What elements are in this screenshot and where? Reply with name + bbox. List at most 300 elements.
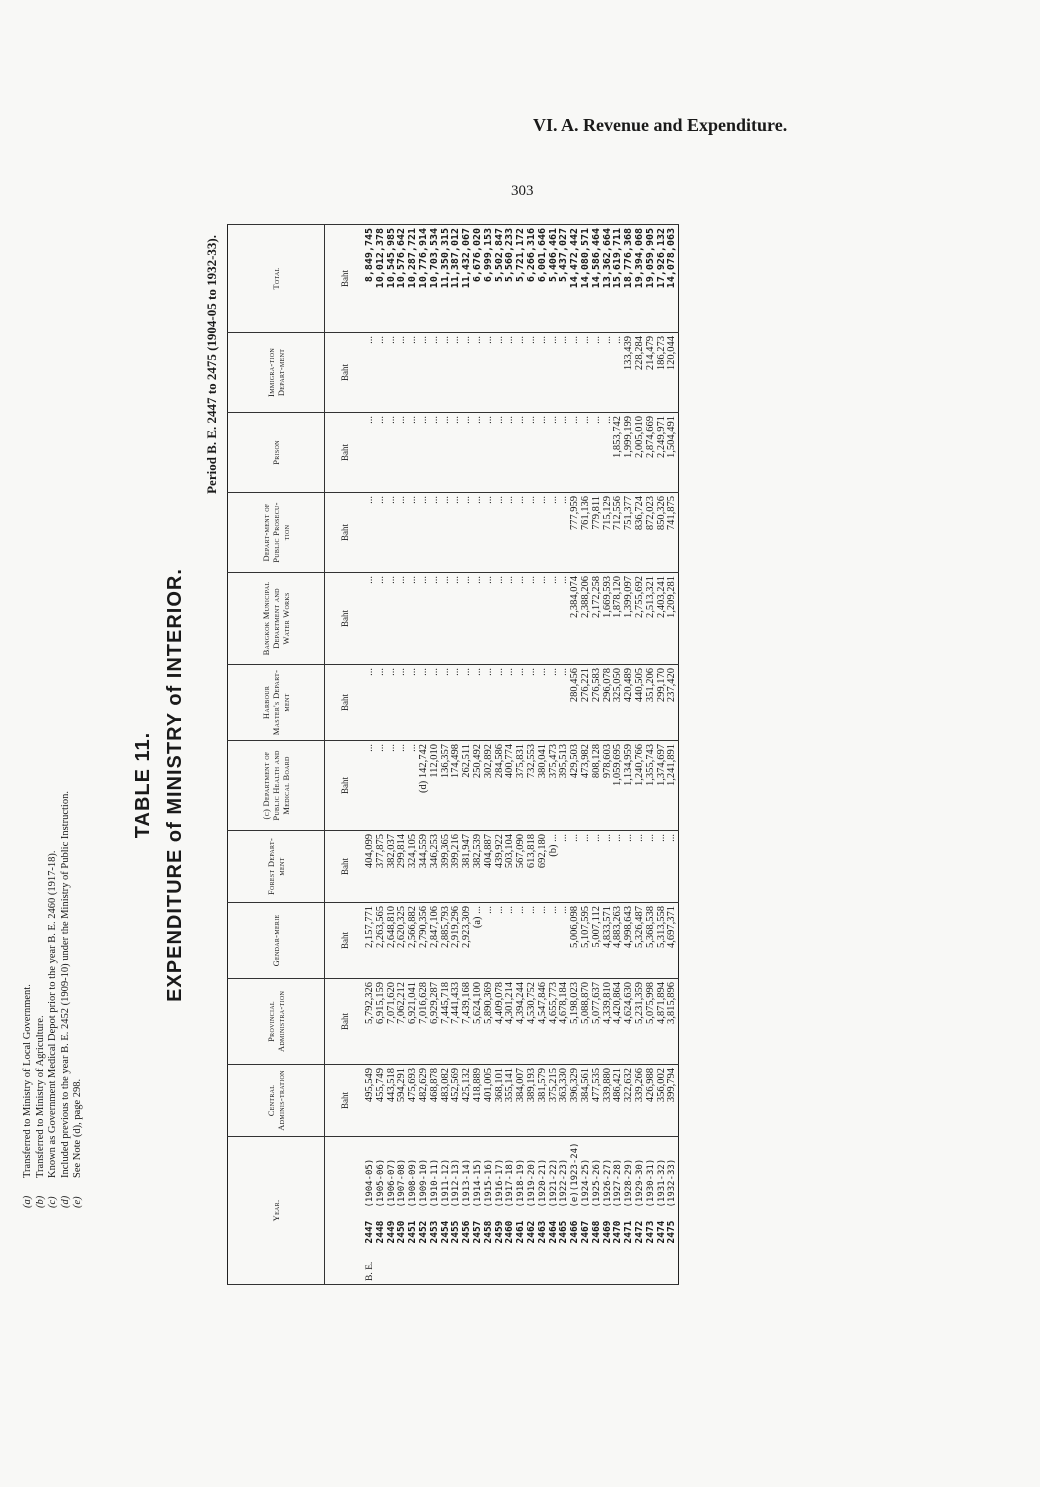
value-cell: 404,887 <box>484 830 495 902</box>
era-label <box>495 1247 506 1285</box>
value-cell: 375,473 <box>549 740 560 830</box>
year-ad: (1917-18) <box>505 1136 516 1210</box>
value-cell: (a) ... <box>473 902 484 978</box>
value-cell: 2,513,321 <box>646 572 657 664</box>
year-be: 2468 <box>590 1220 602 1244</box>
page-number: 303 <box>511 183 534 199</box>
footnote <box>35 791 48 1208</box>
value-cell: 344,559 <box>419 830 430 902</box>
value-cell: ... <box>613 830 624 902</box>
value-cell: 262,511 <box>462 740 473 830</box>
value-cell: ... <box>646 830 657 902</box>
col-central-administration: Central Adminis-tration <box>228 1064 325 1136</box>
year-be: 2464 <box>547 1220 559 1244</box>
value-cell: ... <box>441 572 452 664</box>
value-cell: 455,749 <box>376 1064 387 1136</box>
table-row <box>397 224 408 1284</box>
total-cell: 15,619,711 <box>613 224 624 332</box>
value-cell: 5,368,538 <box>646 902 657 978</box>
header-row <box>228 224 325 1284</box>
value-cell: 7,062,212 <box>397 978 408 1064</box>
value-cell: 5,107,595 <box>581 902 592 978</box>
value-cell: 1,355,743 <box>646 740 657 830</box>
total-cell: 8,849,745 <box>365 224 376 332</box>
value-cell: ... <box>376 412 387 492</box>
value-cell: ... <box>451 412 462 492</box>
value-cell: 6,929,287 <box>430 978 441 1064</box>
value-cell: 382,539 <box>473 830 484 902</box>
year-ad: (1919-20) <box>527 1136 538 1210</box>
unit-cell: Baht <box>325 740 366 830</box>
value-cell: 468,878 <box>430 1064 441 1136</box>
value-cell: ... <box>549 902 560 978</box>
value-cell: 284,586 <box>495 740 506 830</box>
col-total: Total <box>228 224 325 332</box>
value-cell: 5,326,487 <box>635 902 646 978</box>
year-be: 2474 <box>655 1220 667 1244</box>
total-cell: 10,776,914 <box>419 224 430 332</box>
unit-cell: Baht <box>325 902 366 978</box>
value-cell: 6,915,159 <box>376 978 387 1064</box>
value-cell: ... <box>495 572 506 664</box>
year-ad: (1905-06) <box>376 1136 387 1210</box>
value-cell: ... <box>430 412 441 492</box>
value-cell: 351,206 <box>646 664 657 740</box>
table-row <box>376 224 387 1284</box>
year-be: 2458 <box>482 1220 494 1244</box>
value-cell: 1,504,491 <box>667 412 678 492</box>
year-ad: (1929-30) <box>635 1136 646 1210</box>
value-cell: ... <box>430 664 441 740</box>
value-cell: ... <box>516 664 527 740</box>
value-cell: ... <box>441 412 452 492</box>
value-cell: 380,041 <box>538 740 549 830</box>
table-row <box>592 224 603 1284</box>
value-cell: 2,620,325 <box>397 902 408 978</box>
unit-row <box>325 224 366 1284</box>
value-cell: 339,266 <box>635 1064 646 1136</box>
col-forest-department: Forest Depart-ment <box>228 830 325 902</box>
value-cell: 777,959 <box>570 492 581 572</box>
value-cell: 2,755,692 <box>635 572 646 664</box>
value-cell: 250,492 <box>473 740 484 830</box>
value-cell: 808,128 <box>592 740 603 830</box>
era-label <box>624 1247 635 1285</box>
value-cell: 2,648,810 <box>387 902 398 978</box>
col-year: Year. <box>228 1136 325 1284</box>
total-cell: 5,437,027 <box>559 224 570 332</box>
value-cell: ... <box>408 664 419 740</box>
value-cell: 3,815,896 <box>667 978 678 1064</box>
value-cell: ... <box>505 664 516 740</box>
year-ad: (1913-14) <box>462 1136 473 1210</box>
era-label <box>635 1247 646 1285</box>
value-cell: ... <box>462 492 473 572</box>
value-cell: 399,216 <box>451 830 462 902</box>
total-cell: 6,001,646 <box>538 224 549 332</box>
value-cell: ... <box>365 412 376 492</box>
value-cell: 4,409,078 <box>495 978 506 1064</box>
era-label <box>549 1247 560 1285</box>
year-be: 2469 <box>601 1220 613 1244</box>
era-label <box>667 1247 678 1285</box>
value-cell: 2,847,106 <box>430 902 441 978</box>
value-cell: 2,919,296 <box>451 902 462 978</box>
rotated-table-area <box>120 215 950 1285</box>
value-cell: ... <box>516 332 527 412</box>
value-cell: 4,547,846 <box>538 978 549 1064</box>
value-cell: 2,923,309 <box>462 902 473 978</box>
value-cell: ... <box>451 492 462 572</box>
value-cell: 4,833,571 <box>603 902 614 978</box>
table-row <box>667 224 678 1284</box>
value-cell: ... <box>430 492 441 572</box>
value-cell: ... <box>376 572 387 664</box>
value-cell: 483,082 <box>441 1064 452 1136</box>
total-cell: 11,350,315 <box>441 224 452 332</box>
value-cell: ... <box>419 412 430 492</box>
value-cell: 174,498 <box>451 740 462 830</box>
value-cell: 356,002 <box>657 1064 668 1136</box>
value-cell: 1,669,593 <box>603 572 614 664</box>
year-be: 2453 <box>428 1220 440 1244</box>
value-cell: 477,535 <box>592 1064 603 1136</box>
year-be: 2461 <box>515 1220 527 1244</box>
era-label <box>603 1247 614 1285</box>
value-cell: ... <box>397 664 408 740</box>
year-ad: (1916-17) <box>495 1136 506 1210</box>
value-cell: 5,313,558 <box>657 902 668 978</box>
value-cell: 5,088,870 <box>581 978 592 1064</box>
table-row <box>387 224 398 1284</box>
year-ad: (1914-15) <box>473 1136 484 1210</box>
unit-cell: Baht <box>325 664 366 740</box>
value-cell: 1,399,097 <box>624 572 635 664</box>
value-cell: 5,792,326 <box>365 978 376 1064</box>
value-cell: ... <box>613 332 624 412</box>
value-cell: 296,078 <box>603 664 614 740</box>
value-cell: ... <box>592 830 603 902</box>
value-cell: ... <box>419 664 430 740</box>
value-cell: 4,883,263 <box>613 902 624 978</box>
era-label <box>657 1247 668 1285</box>
total-cell: 14,586,464 <box>592 224 603 332</box>
col-provincial-administration: Provincial Administra-tion <box>228 978 325 1064</box>
era-label <box>527 1247 538 1285</box>
year-be: 2462 <box>525 1220 537 1244</box>
value-cell: 382,037 <box>387 830 398 902</box>
value-cell: 299,814 <box>397 830 408 902</box>
value-cell: (b) ... <box>549 830 560 902</box>
value-cell: 2,005,010 <box>635 412 646 492</box>
year-be: 2463 <box>536 1220 548 1244</box>
era-label <box>538 1247 549 1285</box>
value-cell: ... <box>430 572 441 664</box>
value-cell: 384,561 <box>581 1064 592 1136</box>
value-cell: ... <box>549 572 560 664</box>
value-cell: 452,569 <box>451 1064 462 1136</box>
value-cell: ... <box>570 412 581 492</box>
value-cell: 4,871,894 <box>657 978 668 1064</box>
value-cell: 381,579 <box>538 1064 549 1136</box>
year-ad: (1932-33) <box>667 1136 678 1210</box>
col-bangkok-municipal: Bangkok Municipal Department and Water Works <box>228 572 325 664</box>
value-cell: 377,875 <box>376 830 387 902</box>
value-cell: 355,141 <box>505 1064 516 1136</box>
value-cell: 715,129 <box>603 492 614 572</box>
value-cell: 5,006,098 <box>570 902 581 978</box>
value-cell: ... <box>387 572 398 664</box>
footnote-text: See Note (d), page 298. <box>72 1078 83 1178</box>
value-cell: ... <box>365 332 376 412</box>
unit-cell: Baht <box>325 224 366 332</box>
value-cell: 836,724 <box>635 492 646 572</box>
value-cell: 2,172,258 <box>592 572 603 664</box>
col-public-prosecution: Depart-ment of Public Prosecu-tion <box>228 492 325 572</box>
value-cell: 399,794 <box>667 1064 678 1136</box>
value-cell: ... <box>538 492 549 572</box>
value-cell: ... <box>538 664 549 740</box>
value-cell: ... <box>495 412 506 492</box>
value-cell: ... <box>397 492 408 572</box>
unit-cell: Baht <box>325 412 366 492</box>
value-cell: 399,365 <box>441 830 452 902</box>
value-cell: 4,655,773 <box>549 978 560 1064</box>
value-cell: ... <box>365 740 376 830</box>
value-cell: ... <box>473 664 484 740</box>
value-cell: ... <box>581 412 592 492</box>
year-be: 2448 <box>374 1220 386 1244</box>
value-cell: ... <box>484 332 495 412</box>
value-cell: 440,505 <box>635 664 646 740</box>
value-cell: 7,071,620 <box>387 978 398 1064</box>
value-cell: ... <box>376 740 387 830</box>
table-row <box>430 224 441 1284</box>
value-cell: 692,180 <box>538 830 549 902</box>
value-cell: ... <box>451 572 462 664</box>
footnote-text: Included previous to the year B. E. 2452 (1909-10) under the Ministry of Public Instruction. <box>59 791 71 1178</box>
year-be: 2472 <box>633 1220 645 1244</box>
year-be: 2466 <box>569 1220 581 1244</box>
value-cell: 299,170 <box>657 664 668 740</box>
era-label <box>646 1247 657 1285</box>
total-cell: 10,703,534 <box>430 224 441 332</box>
value-cell: ... <box>419 492 430 572</box>
year-be: 2460 <box>504 1220 516 1244</box>
year-be: 2475 <box>666 1220 678 1244</box>
value-cell: 276,221 <box>581 664 592 740</box>
unit-cell: Baht <box>325 492 366 572</box>
value-cell: ... <box>592 412 603 492</box>
year-be: 2456 <box>461 1220 473 1244</box>
col-gendarmerie: Gendar-merie <box>228 902 325 978</box>
value-cell: 214,479 <box>646 332 657 412</box>
value-cell: 1,240,766 <box>635 740 646 830</box>
year-ad: (1928-29) <box>624 1136 635 1210</box>
total-cell: 11,432,067 <box>462 224 473 332</box>
value-cell: ... <box>495 492 506 572</box>
total-cell: 19,059,905 <box>646 224 657 332</box>
total-cell: 6,266,316 <box>527 224 538 332</box>
era-label <box>430 1247 441 1285</box>
value-cell: ... <box>387 740 398 830</box>
value-cell: ... <box>419 332 430 412</box>
total-cell: 5,721,172 <box>516 224 527 332</box>
year-be: 2470 <box>612 1220 624 1244</box>
value-cell: ... <box>473 492 484 572</box>
value-cell: 302,892 <box>484 740 495 830</box>
value-cell: ... <box>408 412 419 492</box>
era-label <box>408 1247 419 1285</box>
year-be: 2473 <box>644 1220 656 1244</box>
total-cell: 10,012,378 <box>376 224 387 332</box>
value-cell: 978,603 <box>603 740 614 830</box>
year-be: 2450 <box>396 1220 408 1244</box>
value-cell: ... <box>581 332 592 412</box>
era-label <box>559 1247 570 1285</box>
era-label <box>516 1247 527 1285</box>
total-cell: 14,080,571 <box>581 224 592 332</box>
value-cell: ... <box>549 664 560 740</box>
era-label <box>473 1247 484 1285</box>
value-cell: 133,439 <box>624 332 635 412</box>
value-cell: 120,044 <box>667 332 678 412</box>
year-ad: (1915-16) <box>484 1136 495 1210</box>
unit-cell: Baht <box>325 978 366 1064</box>
value-cell: 112,010 <box>430 740 441 830</box>
value-cell: ... <box>549 492 560 572</box>
footnote-label: (c) <box>47 1196 58 1208</box>
value-cell: 425,132 <box>462 1064 473 1136</box>
value-cell: ... <box>505 902 516 978</box>
value-cell: ... <box>408 572 419 664</box>
value-cell: 613,818 <box>527 830 538 902</box>
value-cell: ... <box>387 664 398 740</box>
value-cell: 2,874,669 <box>646 412 657 492</box>
year-be: 2447 <box>364 1220 375 1244</box>
total-cell: 18,776,368 <box>624 224 635 332</box>
table-period: Period B. E. 2447 to 2475 (1904-05 to 1932-33). <box>204 235 219 494</box>
expenditure-table <box>227 224 679 1285</box>
value-cell: ... <box>365 664 376 740</box>
value-cell: 482,629 <box>419 1064 430 1136</box>
value-cell: ... <box>419 572 430 664</box>
value-cell: 4,530,752 <box>527 978 538 1064</box>
value-cell: ... <box>527 492 538 572</box>
value-cell: ... <box>505 492 516 572</box>
value-cell: ... <box>451 664 462 740</box>
era-label <box>451 1247 462 1285</box>
value-cell: 363,330 <box>559 1064 570 1136</box>
total-cell: 19,394,068 <box>635 224 646 332</box>
value-cell: 486,421 <box>613 1064 624 1136</box>
year-ad: (1918-19) <box>516 1136 527 1210</box>
unit-cell: Baht <box>325 830 366 902</box>
year-ad: (1908-09) <box>408 1136 419 1210</box>
value-cell: ... <box>430 332 441 412</box>
value-cell: ... <box>549 332 560 412</box>
value-cell: ... <box>408 332 419 412</box>
total-cell: 6,676,020 <box>473 224 484 332</box>
total-cell: 10,576,642 <box>397 224 408 332</box>
total-cell: 14,472,442 <box>570 224 581 332</box>
value-cell: ... <box>505 332 516 412</box>
value-cell: 420,489 <box>624 664 635 740</box>
value-cell: ... <box>408 492 419 572</box>
year-ad: (1909-10) <box>419 1136 430 1210</box>
year-be: 2449 <box>385 1220 397 1244</box>
value-cell: ... <box>667 830 678 902</box>
year-be: 2459 <box>493 1220 505 1244</box>
year-ad: (1911-12) <box>441 1136 452 1210</box>
unit-cell: Baht <box>325 1064 366 1136</box>
value-cell: 5,231,359 <box>635 978 646 1064</box>
value-cell: (d) 142,742 <box>419 740 430 830</box>
era-label <box>462 1247 473 1285</box>
year-be: 2457 <box>471 1220 483 1244</box>
year-ad: (1924-25) <box>581 1136 592 1210</box>
value-cell: ... <box>603 830 614 902</box>
total-cell: 5,406,461 <box>549 224 560 332</box>
value-cell: ... <box>559 412 570 492</box>
value-cell: ... <box>657 830 668 902</box>
value-cell: ... <box>559 830 570 902</box>
era-label <box>387 1247 398 1285</box>
value-cell: 381,947 <box>462 830 473 902</box>
year-ad: (1906-07) <box>387 1136 398 1210</box>
table-number: TABLE 11. <box>132 731 154 839</box>
year-ad: (1910-11) <box>430 1136 441 1210</box>
value-cell: 4,624,630 <box>624 978 635 1064</box>
value-cell: ... <box>397 412 408 492</box>
value-cell: 5,007,112 <box>592 902 603 978</box>
year-ad: (1904-05) <box>365 1136 376 1210</box>
value-cell: 4,420,864 <box>613 978 624 1064</box>
value-cell: ... <box>495 332 506 412</box>
value-cell: 5,077,637 <box>592 978 603 1064</box>
table-row <box>646 224 657 1284</box>
year-be: 2454 <box>439 1220 451 1244</box>
era-label <box>397 1247 408 1285</box>
value-cell: ... <box>559 902 570 978</box>
value-cell: 4,301,214 <box>505 978 516 1064</box>
value-cell: 2,384,074 <box>570 572 581 664</box>
value-cell: ... <box>484 412 495 492</box>
value-cell: 872,023 <box>646 492 657 572</box>
value-cell: 2,249,971 <box>657 412 668 492</box>
era-label <box>592 1247 603 1285</box>
year-ad: (1907-08) <box>397 1136 408 1210</box>
year-be: 2471 <box>623 1220 635 1244</box>
footnote <box>60 791 73 1208</box>
value-cell: 4,998,643 <box>624 902 635 978</box>
value-cell: 426,988 <box>646 1064 657 1136</box>
value-cell: 368,101 <box>495 1064 506 1136</box>
value-cell: ... <box>376 492 387 572</box>
value-cell: 567,090 <box>516 830 527 902</box>
unit-cell: Baht <box>325 572 366 664</box>
total-cell: 17,926,132 <box>657 224 668 332</box>
value-cell: ... <box>559 492 570 572</box>
value-cell: ... <box>484 664 495 740</box>
era-label: B. E. <box>365 1247 376 1285</box>
value-cell: ... <box>408 740 419 830</box>
value-cell: 186,273 <box>657 332 668 412</box>
value-cell: ... <box>441 332 452 412</box>
value-cell: 5,624,100 <box>473 978 484 1064</box>
value-cell: 7,441,433 <box>451 978 462 1064</box>
value-cell: ... <box>527 332 538 412</box>
